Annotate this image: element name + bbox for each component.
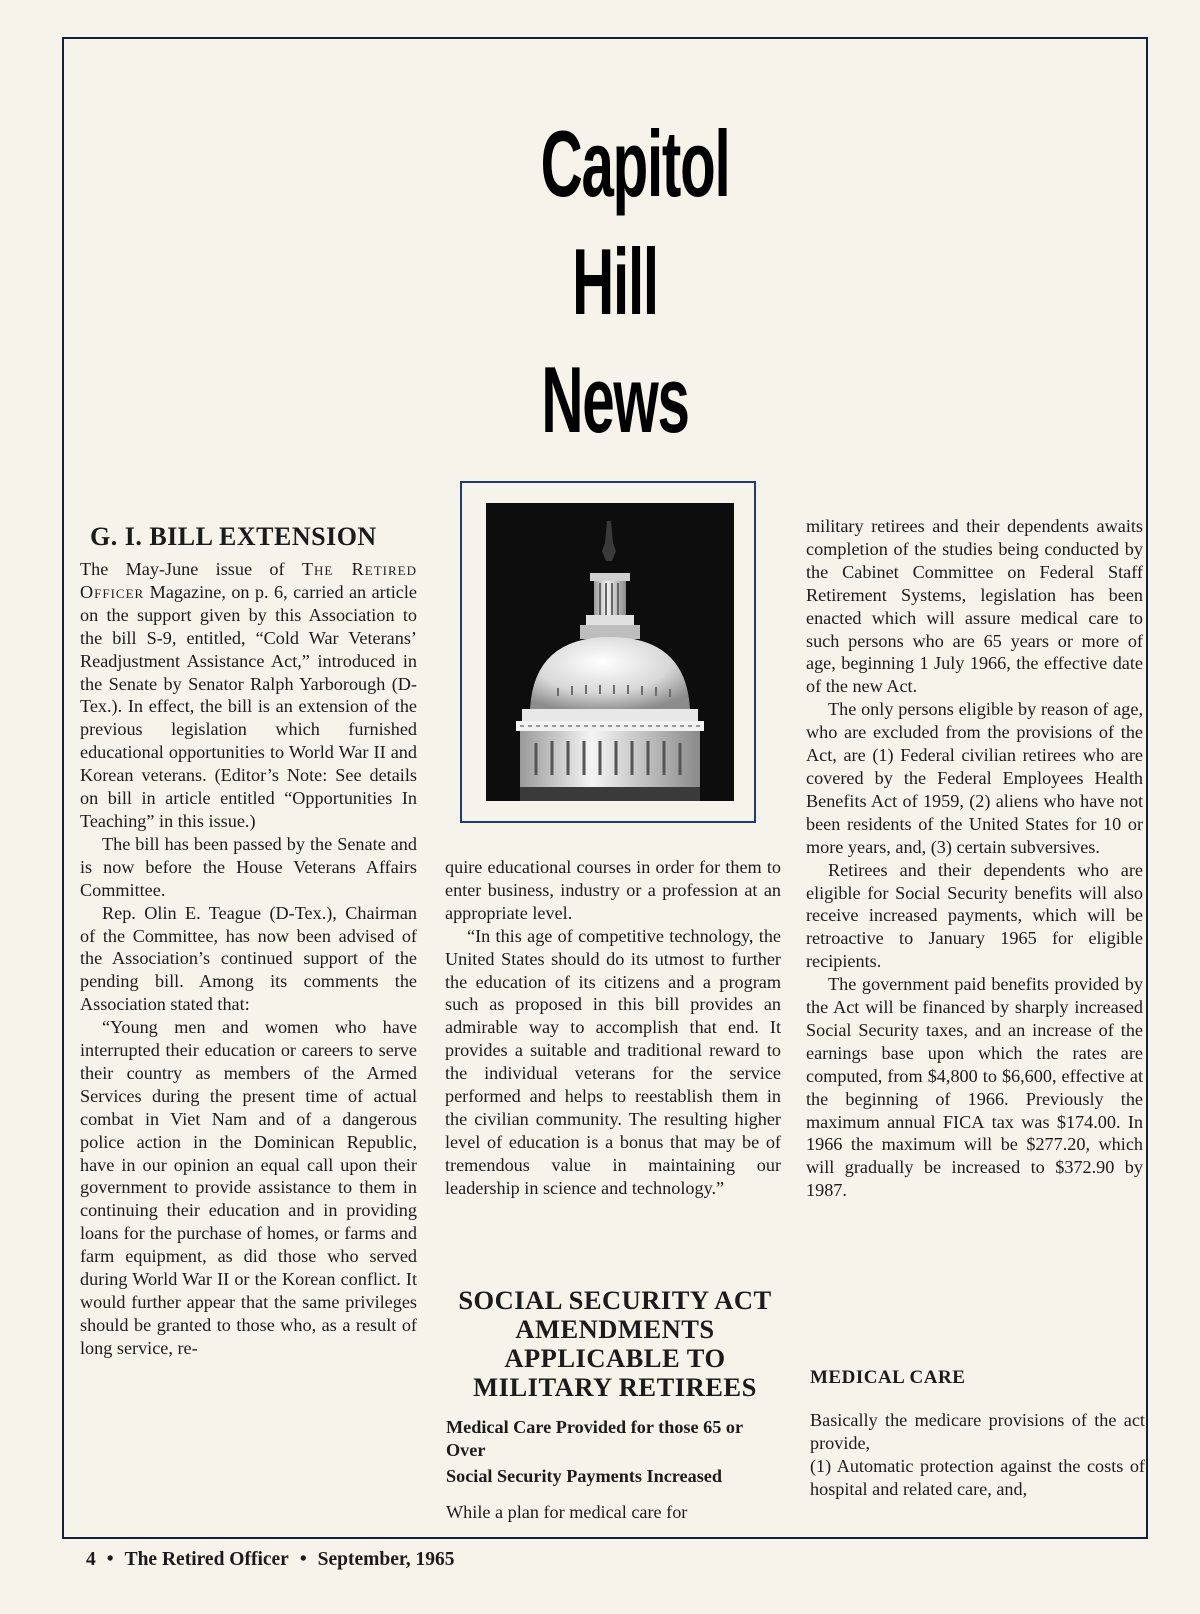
capitol-dome-photo <box>460 481 756 823</box>
medical-care-paragraph-2: (1) Automatic protection against the costs of hospital and related care, and, <box>810 1455 1145 1499</box>
gi-bill-title: G. I. BILL EXTENSION <box>90 522 377 551</box>
capitol-dome-image <box>486 503 734 801</box>
gi-bill-paragraph-5: quire educational courses in order for them to enter business, industry or a profession at an appropriate level. <box>445 857 781 923</box>
gi-bill-paragraph-2: The bill has been passed by the Senate and is now before the House Veterans Affairs Committee. <box>80 833 417 900</box>
social-security-p4-start: The government paid benefits provided by the Act will be financed by sharply increased Social Security taxes, and an increase of the earnings base upon which the rates are computed, from $4,800 to $6,600, effective at the beginning of 1966. Previously the maximum annual <box>806 974 1143 1132</box>
column-2 <box>445 856 781 1200</box>
publication-name: The Retired Officer <box>124 1549 289 1570</box>
subhead-medical-care-65: Medical Care Provided for those 65 or Over <box>446 1417 743 1460</box>
masthead <box>540 105 730 459</box>
masthead-line-1: Capitol <box>540 111 730 216</box>
magazine-name: The Retired Officer <box>80 559 417 602</box>
medical-care-paragraph-1: Basically the medicare provisions of the act provide, <box>810 1410 1145 1453</box>
social-security-paragraph-1-continued: military retirees and their dependents awaits completion of the studies being conducted by the Cabinet Committee on Federal Staff Retirement Systems, legislation has been enacted which will assure medical care to such persons who are 65 years or more of age, beginning 1 July 1966, the effective date of the new Act. <box>806 516 1143 697</box>
medical-care-body <box>810 1409 1145 1501</box>
fica-abbrev: FICA <box>942 1111 985 1132</box>
social-security-p4-rest: tax was $174.00. In 1966 the maximum will be $277.20, which will gradually be increased to $372.90 by 1987. <box>806 1111 1143 1201</box>
social-security-paragraph-3: Retirees and their dependents who are eligible for Social Security benefits will also receive increased payments, which will be retroactive to January 1965 for eligible recipients. <box>806 859 1143 972</box>
footer-bullet-1: • <box>106 1549 114 1570</box>
masthead-line-2: Hill <box>572 229 658 334</box>
social-security-paragraph-1-start: While a plan for medical care for <box>446 1502 688 1522</box>
gi-bill-paragraph-6: “In this age of competitive technology, the United States should do its utmost to further the education of its citizens and a program such as proposed in this bill provides an admirable way to accomplish that end. It provides a suitable and traditional reward to the individual veterans for the service performed and helps to reestablish them in the civilian community. The resulting higher level of education is a bonus that may be of tremendous value in maintaining our leadership in science and technology.” <box>445 925 781 1198</box>
page-number: 4 <box>86 1549 96 1570</box>
gi-bill-paragraph-1 <box>80 558 417 833</box>
social-security-paragraph-2: The only persons eligible by reason of age, who are excluded from the provisions of the Act, are (1) Federal civilian retirees who are covered by the Federal Employees Health Benefits Act of 1959, (2) aliens who have not been residents of the United States for 10 or more years, and, (3) certain subversives. <box>806 699 1143 857</box>
social-security-subheads <box>446 1416 786 1488</box>
social-security-title: SOCIAL SECURITY ACT AMENDMENTS APPLICABLE TO MILITARY RETIREES <box>458 1285 772 1402</box>
page-footer <box>86 1549 455 1571</box>
issue-date: September, 1965 <box>317 1549 455 1570</box>
masthead-line-3: News <box>541 347 689 452</box>
gi-bill-p1-start: The May-June issue of <box>80 559 302 579</box>
footer-bullet-2: • <box>299 1549 307 1570</box>
gi-bill-paragraph-3: Rep. Olin E. Teague (D-Tex.), Chairman of the Committee, has now been advised of the Association’s continued support of the pending bill. Among its comments the Association stated that: <box>80 902 417 1015</box>
column-1 <box>80 558 417 1360</box>
column-3 <box>806 515 1143 1202</box>
gi-bill-paragraph-4: “Young men and women who have interrupted their education or careers to serve their country as members of the Armed Services during the present time of actual combat in Viet Nam and of a dangerous police action in the Dominican Republic, have in our opinion an equal call upon their government to provide assistance to them in continuing their education and in providing loans for the purchase of homes, or farms and farm equipment, as did those who served during World War II or the Korean conflict. It would further appear that the same privileges should be granted to those who, as a result of long service, re- <box>80 1017 417 1358</box>
medical-care-title: MEDICAL CARE <box>810 1367 966 1388</box>
subhead-payments-increased: Social Security Payments Increased <box>446 1466 722 1486</box>
social-security-paragraph-4 <box>806 973 1143 1202</box>
gi-bill-p1-rest: Magazine, on p. 6, carried an article on the support given by this Association to the bill S-9, entitled, “Cold War Veterans’ Readjustment Assistance Act,” introduced in the Senate by Senator Ralph Yarborough (D-Tex.). In effect, the bill is an extension of the previous legislation which furnished educational opportunities to World War II and Korean veterans. (Editor’s Note: See details on bill in article entitled “Opportunities In Teaching” in this issue.) <box>80 581 417 831</box>
